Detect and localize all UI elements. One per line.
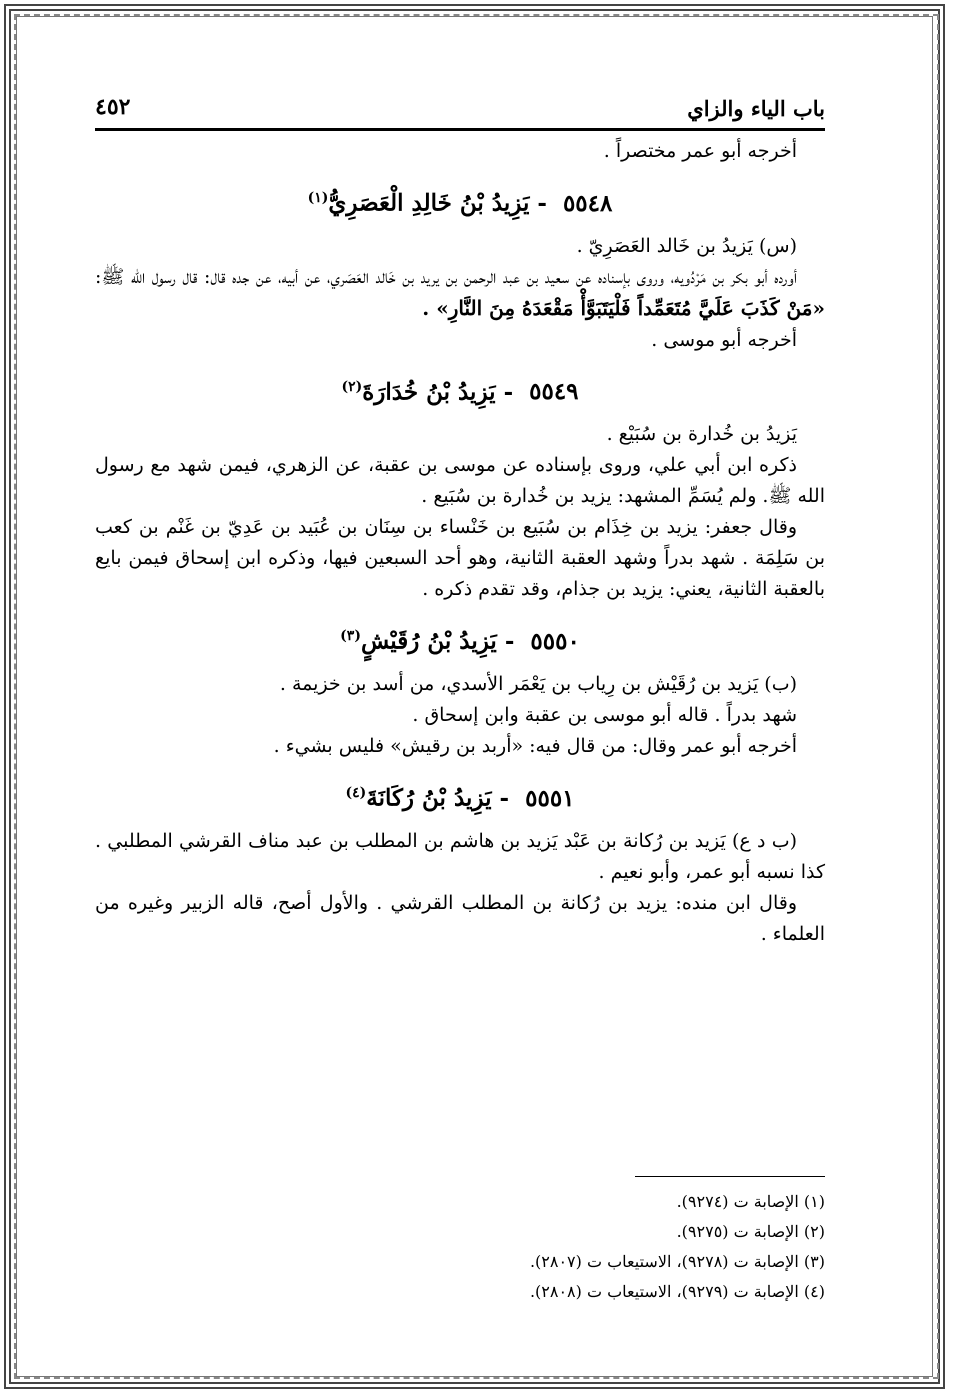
footnote-ref: (٢) (341, 378, 363, 395)
page-body (95, 136, 825, 950)
entry-paragraph: (ب) يَزيد بن رُقَيْش بن رِياب بن يَعْمَر الأسدي، من أسد بن خزيمة . (279, 672, 797, 695)
entry-number: ٥٥٤٨ (562, 189, 613, 217)
entry-heading-5550: ٥٥٥٠ - يَزِيدُ بْنُ رُقَيْشٍ$^{(٣)}$ (340, 627, 580, 655)
footnote-divider (635, 1176, 825, 1177)
entry-name: يَزِيدُ بْنُ رُقَيْشٍ (360, 627, 497, 655)
entry-paragraph (95, 262, 825, 325)
footnote: (٣) الإصابة ت (٩٢٧٨)، الاستيعاب ت (٢٨٠٧). (529, 1252, 825, 1271)
entry-name: يَزِيدُ بْنُ خُدَارَةَ (362, 378, 496, 406)
entry-heading-5549: ٥٥٤٩ - يَزِيدُ بْنُ خُدَارَةَ$^{(٢)}$ (341, 378, 579, 406)
entry-heading-5551: ٥٥٥١ - يَزِيدُ بْنُ رُكَانَةَ$^{(٤)}$ (345, 784, 575, 812)
entry-name: يَزِيدُ بْنُ رُكَانَةَ (366, 784, 492, 812)
chapter-title: باب الياء والزاي (687, 96, 825, 121)
entry-paragraph: ذكره ابن أبي علي، وروى بإسناده عن موسى بن عقبة، عن الزهري، فيمن شهد مع رسول الله ﷺ. ولم يُسَمِّ المشهد: يزيد بن خُدارة بن سُبَيع . (95, 454, 825, 508)
book-page (95, 88, 825, 1338)
footnotes (95, 1176, 825, 1307)
entry-paragraph: أخرجه أبو عمر وقال: من قال فيه: «أربد بن رقيش» فليس بشيء . (273, 734, 797, 757)
hadith-quote: «مَنْ كَذَبَ عَلَيَّ مُتَعَمِّداً فَلْيَتَبَوَّأْ مَقْعَدَهُ مِنَ النَّارِ» . (422, 295, 825, 320)
entry-paragraph: (س) يَزيدُ بن خَالد العَصَرِيّ . (576, 234, 797, 257)
entry-paragraph: شهد بدراً . قاله أبو موسى بن عقبة وابن إسحاق . (412, 703, 797, 726)
footnote: (٢) الإصابة ت (٩٢٧٥). (676, 1222, 825, 1241)
entry-name: يَزِيدُ بْنُ خَالِدِ الْعَصَرِيُّ (328, 189, 530, 217)
running-header (95, 88, 825, 131)
footnote: (١) الإصابة ت (٩٢٧٤). (676, 1192, 825, 1211)
entry-paragraph: أخرجه أبو موسى . (651, 328, 797, 351)
intro-line: أخرجه أبو عمر مختصراً . (603, 140, 797, 162)
footnote-ref: (١) (307, 190, 329, 206)
entry-paragraph: (ب د ع) يَزيد بن رُكانة بن عَبْد يَزيد بن هاشم بن المطلب بن عبد مناف القرشي المطلبي . كذا نسبه أبو عمر، وأبو نعيم . (95, 829, 825, 883)
entry-heading-5548: ٥٥٤٨ - يَزِيدُ بْنُ خَالِدِ الْعَصَرِيُّ$^{(١)}$ (307, 189, 613, 217)
footnote-ref: (٣) (340, 628, 361, 645)
entry-paragraph: يَزيدُ بن خُدارة بن سُبَيْع . (606, 423, 797, 446)
entry-number: ٥٥٥١ (525, 784, 575, 812)
footnote: (٤) الإصابة ت (٩٢٧٩)، الاستيعاب ت (٢٨٠٨). (529, 1282, 825, 1301)
entry-number: ٥٥٤٩ (529, 378, 579, 406)
page-number: ٤٥٢ (95, 94, 131, 120)
entry-number: ٥٥٥٠ (530, 627, 580, 655)
entry-paragraph: وقال جعفر: يزيد بن خِذَام بن سُبَيع بن خَنْساء بن سِنَان بن عُبَيد بن عَدِيّ بن غَنْم بن كعب بن سَلِمَة . شهد بدراً وشهد العقبة الثانية، وهو أحد السبعين فيها، وذكره ابن إسحاق فيمن بايع بالعقبة الثانية، يعني: يزيد بن جذام، وقد تقدم ذكره . (95, 516, 825, 601)
entry-paragraph: وقال ابن منده: يزيد بن رُكانة بن المطلب القرشي . والأول أصح، قاله الزبير وغيره من العلماء . (95, 891, 825, 945)
footnote-ref: (٤) (345, 784, 367, 801)
entry-text: أورده أبو بكر بن مَرْدُويه، وروى بإسناده عن سعيد بن عبد الرحمن بن يريد بن خَالد العَصَري، عن أبيه، عن جده قال: قال رسول الله ﷺ: (95, 265, 797, 288)
